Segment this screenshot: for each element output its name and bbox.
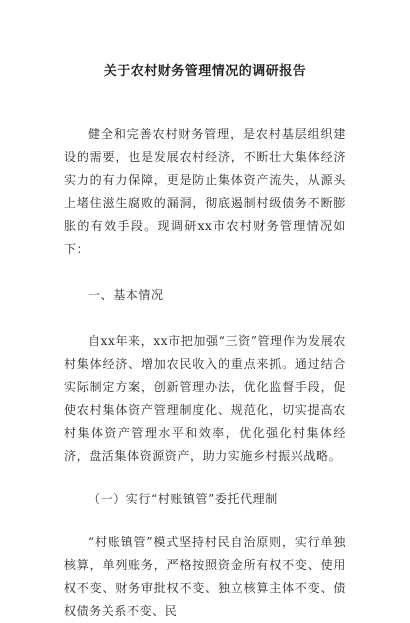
spacer — [64, 261, 346, 284]
spacer — [64, 511, 346, 531]
subsection-paragraph-village-accounts: “村账镇管”模式坚持村民自治原则，实行单独核算，单列账务，严格按照资金所有权不变、使用权不变、财务审批权不变、独立核算主体不变、债权债务关系不变、民 — [64, 535, 346, 618]
section-paragraph-basic-situation: 自xx年来，xx市把加强“三资”管理作为发展农村集体经济、增加农民收入的重点来抓。通过结合实际制定方案，创新管理办法，优化监督手段，促使农村集体资产管理制度化、规范化，切实提高农村集体资产管理水平和效率，优化强化村集体经济，盘活集体资源资产，助力实施乡村振兴战略。 — [64, 334, 346, 463]
spacer — [64, 468, 346, 488]
subsection-heading-village-accounts: （一）实行“村账镇管”委托代理制 — [88, 492, 278, 506]
spacer — [64, 307, 346, 330]
document-title: 关于农村财务管理情况的调研报告 — [103, 64, 307, 79]
intro-paragraph: 健全和完善农村财务管理，是农村基层组织建设的需要，也是发展农村经济，不断壮大集体经济实力的有力保障，更是防止集体资产流失，从源头上堵住滋生腐败的漏洞，彻底遏制村级债务不断膨胀的有效手段。现调研xx市农村财务管理情况如下： — [64, 127, 346, 256]
section-heading-basic-situation: 一、基本情况 — [88, 288, 164, 302]
